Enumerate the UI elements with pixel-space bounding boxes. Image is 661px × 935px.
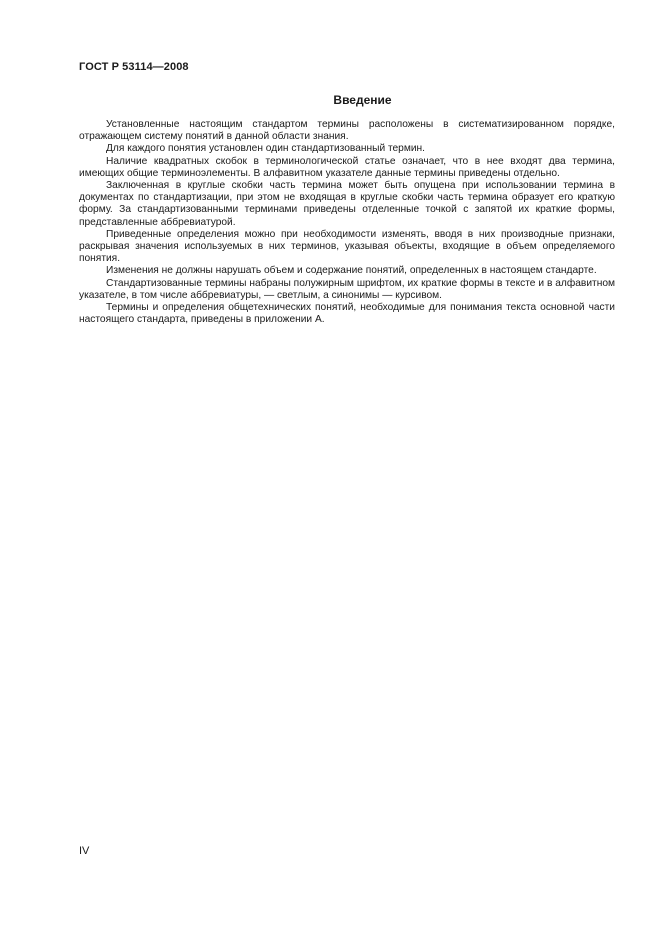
paragraph: Наличие квадратных скобок в терминологической статье означает, что в нее входят два термина, имеющих общие терминоэлементы. В алфавитном указателе данные термины приведены отдельно.	[79, 155, 615, 179]
standard-code-header: ГОСТ Р 53114—2008	[79, 61, 189, 73]
introduction-body	[79, 119, 615, 326]
paragraph: Приведенные определения можно при необходимости изменять, вводя в них производные признаки, раскрывая значения используемых в них терминов, указывая объекты, входящие в объем определяемого понятия.	[79, 228, 615, 265]
paragraph: Изменения не должны нарушать объем и содержание понятий, определенных в настоящем стандарте.	[106, 265, 597, 277]
paragraph: Заключенная в круглые скобки часть термина может быть опущена при использовании термина в документах по стандартизации, при этом не входящая в круглые скобки часть термина образует его краткую форму. За стандартизованными терминами приведены отделенные точкой с запятой их краткие формы, представленные аббревиатурой.	[79, 180, 615, 228]
paragraph: Установленные настоящим стандартом термины расположены в систематизированном порядке, отражающем систему понятий в данной области знания.	[79, 119, 615, 143]
page-number: IV	[79, 845, 90, 857]
paragraph: Для каждого понятия установлен один стандартизованный термин.	[106, 143, 425, 155]
section-title: Введение	[333, 93, 392, 107]
paragraph: Стандартизованные термины набраны полужирным шрифтом, их краткие формы в тексте и в алфавитном указателе, в том числе аббревиатуры, — светлым, а синонимы — курсивом.	[79, 277, 615, 301]
paragraph: Термины и определения общетехнических понятий, необходимые для понимания текста основной части настоящего стандарта, приведены в приложении А.	[79, 302, 615, 326]
